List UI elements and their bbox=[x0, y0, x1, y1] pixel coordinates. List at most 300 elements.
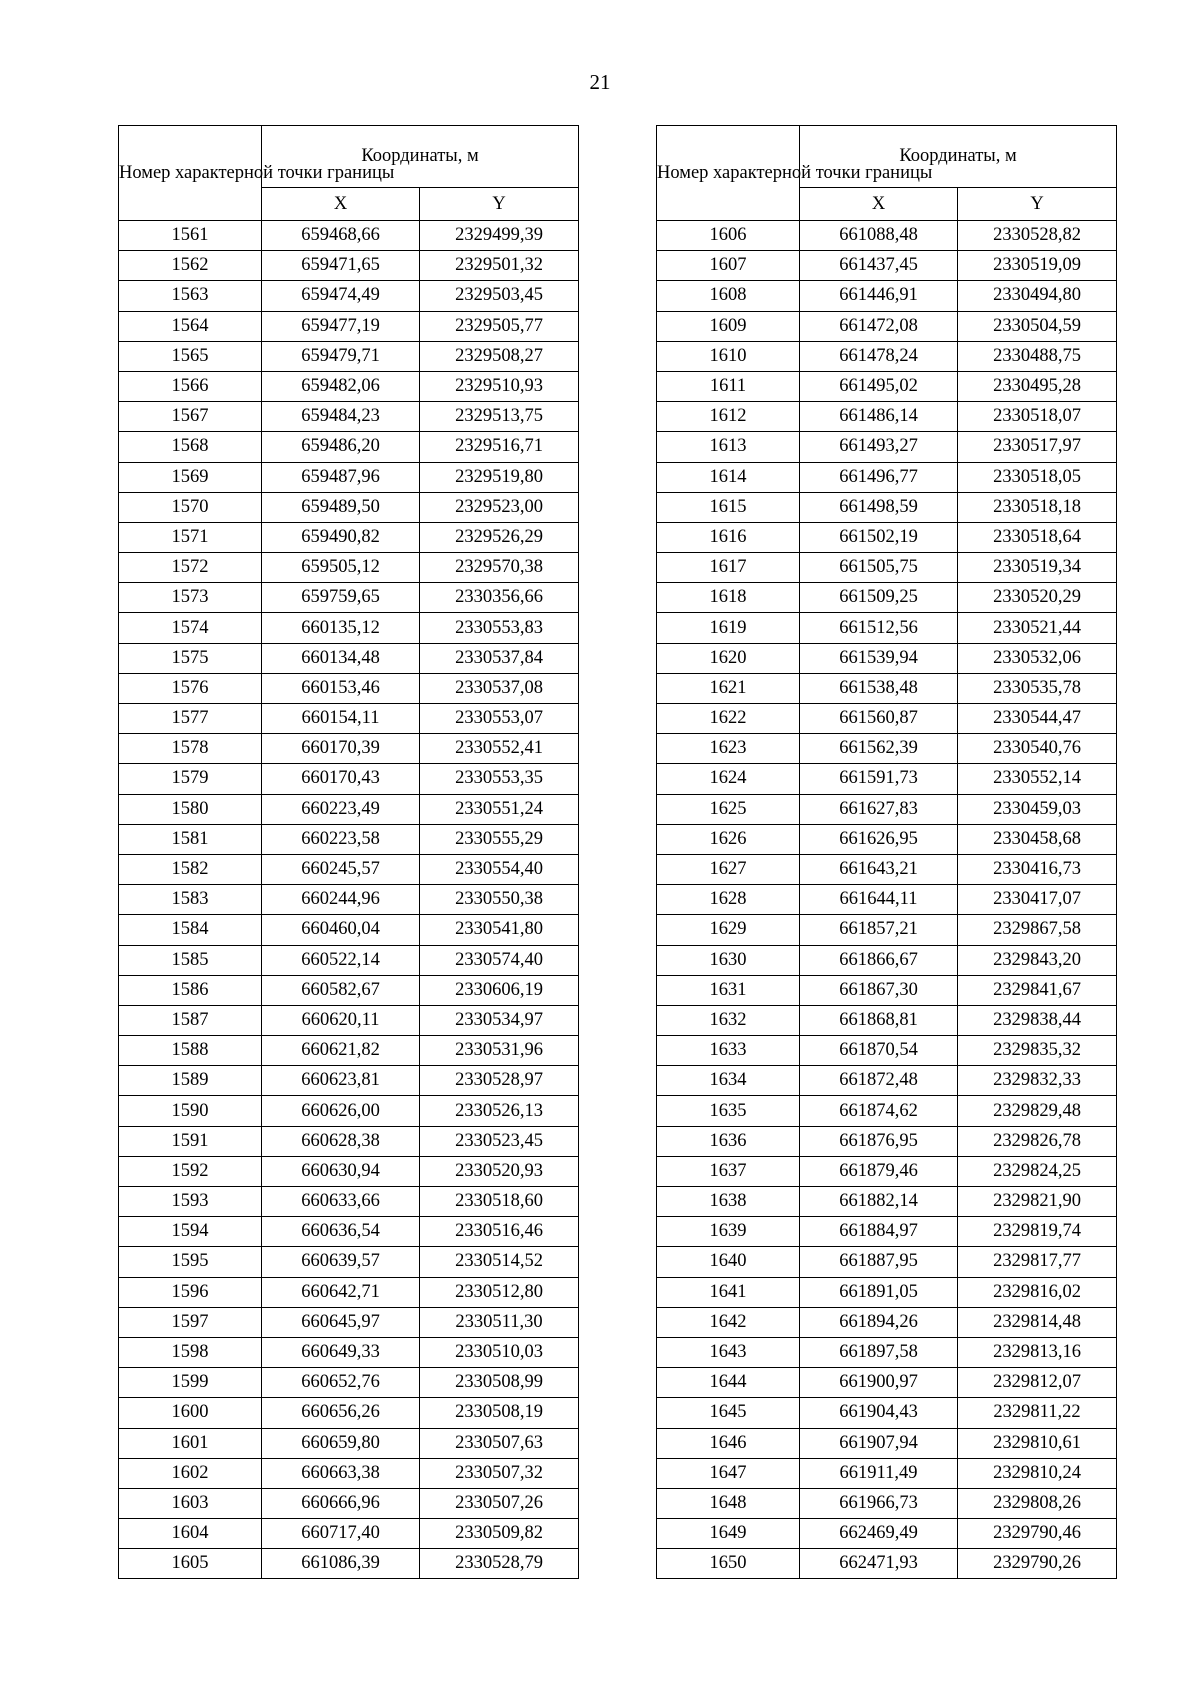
y-coordinate-cell: 2330554,40 bbox=[420, 854, 579, 884]
y-coordinate-cell: 2330458,68 bbox=[958, 824, 1117, 854]
table-row bbox=[657, 975, 1117, 1005]
table-row bbox=[119, 492, 579, 522]
x-coordinate-cell: 660134,48 bbox=[262, 643, 420, 673]
x-coordinate-cell: 661643,21 bbox=[800, 854, 958, 884]
point-number-cell: 1614 bbox=[657, 462, 800, 492]
point-number-cell: 1580 bbox=[119, 794, 262, 824]
point-number-cell: 1582 bbox=[119, 854, 262, 884]
x-coordinate-cell: 661884,97 bbox=[800, 1217, 958, 1247]
x-coordinate-cell: 659490,82 bbox=[262, 522, 420, 552]
point-number-cell: 1564 bbox=[119, 311, 262, 341]
y-coordinate-cell: 2330531,96 bbox=[420, 1036, 579, 1066]
point-number-cell: 1641 bbox=[657, 1277, 800, 1307]
table-row bbox=[119, 1398, 579, 1428]
point-number-cell: 1615 bbox=[657, 492, 800, 522]
point-number-cell: 1621 bbox=[657, 673, 800, 703]
y-coordinate-cell: 2330518,05 bbox=[958, 462, 1117, 492]
table-row bbox=[657, 371, 1117, 401]
header-y: Y bbox=[958, 188, 1117, 221]
point-number-cell: 1571 bbox=[119, 522, 262, 552]
table-row bbox=[657, 643, 1117, 673]
y-coordinate-cell: 2330519,09 bbox=[958, 251, 1117, 281]
header-x: X bbox=[262, 188, 420, 221]
table-row bbox=[119, 643, 579, 673]
table-row bbox=[119, 583, 579, 613]
y-coordinate-cell: 2330523,45 bbox=[420, 1126, 579, 1156]
x-coordinate-cell: 660623,81 bbox=[262, 1066, 420, 1096]
point-number-cell: 1618 bbox=[657, 583, 800, 613]
point-number-cell: 1596 bbox=[119, 1277, 262, 1307]
point-number-cell: 1585 bbox=[119, 945, 262, 975]
x-coordinate-cell: 660649,33 bbox=[262, 1337, 420, 1367]
y-coordinate-cell: 2330537,84 bbox=[420, 643, 579, 673]
point-number-cell: 1636 bbox=[657, 1126, 800, 1156]
table-row bbox=[119, 734, 579, 764]
y-coordinate-cell: 2329829,48 bbox=[958, 1096, 1117, 1126]
y-coordinate-cell: 2329824,25 bbox=[958, 1156, 1117, 1186]
table-row bbox=[657, 1428, 1117, 1458]
y-coordinate-cell: 2330494,80 bbox=[958, 281, 1117, 311]
point-number-cell: 1604 bbox=[119, 1519, 262, 1549]
table-row bbox=[119, 1005, 579, 1035]
y-coordinate-cell: 2330514,52 bbox=[420, 1247, 579, 1277]
x-coordinate-cell: 659471,65 bbox=[262, 251, 420, 281]
x-coordinate-cell: 661911,49 bbox=[800, 1458, 958, 1488]
x-coordinate-cell: 659477,19 bbox=[262, 311, 420, 341]
point-number-cell: 1597 bbox=[119, 1307, 262, 1337]
table-row bbox=[119, 1277, 579, 1307]
x-coordinate-cell: 661876,95 bbox=[800, 1126, 958, 1156]
y-coordinate-cell: 2330507,63 bbox=[420, 1428, 579, 1458]
x-coordinate-cell: 660636,54 bbox=[262, 1217, 420, 1247]
x-coordinate-cell: 661088,48 bbox=[800, 221, 958, 251]
x-coordinate-cell: 660717,40 bbox=[262, 1519, 420, 1549]
point-number-cell: 1563 bbox=[119, 281, 262, 311]
point-number-cell: 1569 bbox=[119, 462, 262, 492]
y-coordinate-cell: 2329817,77 bbox=[958, 1247, 1117, 1277]
table-row bbox=[119, 613, 579, 643]
header-point-number: Номер характерной точки границы bbox=[657, 126, 800, 221]
y-coordinate-cell: 2330512,80 bbox=[420, 1277, 579, 1307]
x-coordinate-cell: 660659,80 bbox=[262, 1428, 420, 1458]
table-row bbox=[119, 885, 579, 915]
point-number-cell: 1644 bbox=[657, 1368, 800, 1398]
table-row bbox=[119, 794, 579, 824]
y-coordinate-cell: 2330518,07 bbox=[958, 402, 1117, 432]
y-coordinate-cell: 2330550,38 bbox=[420, 885, 579, 915]
x-coordinate-cell: 660642,71 bbox=[262, 1277, 420, 1307]
point-number-cell: 1575 bbox=[119, 643, 262, 673]
point-number-cell: 1590 bbox=[119, 1096, 262, 1126]
x-coordinate-cell: 661486,14 bbox=[800, 402, 958, 432]
x-coordinate-cell: 660522,14 bbox=[262, 945, 420, 975]
y-coordinate-cell: 2329526,29 bbox=[420, 522, 579, 552]
y-coordinate-cell: 2330356,66 bbox=[420, 583, 579, 613]
point-number-cell: 1612 bbox=[657, 402, 800, 432]
table-row bbox=[657, 1005, 1117, 1035]
x-coordinate-cell: 661887,95 bbox=[800, 1247, 958, 1277]
point-number-cell: 1601 bbox=[119, 1428, 262, 1458]
point-number-cell: 1649 bbox=[657, 1519, 800, 1549]
point-number-cell: 1635 bbox=[657, 1096, 800, 1126]
table-row bbox=[657, 492, 1117, 522]
table-row bbox=[119, 854, 579, 884]
table-row bbox=[657, 402, 1117, 432]
point-number-cell: 1591 bbox=[119, 1126, 262, 1156]
x-coordinate-cell: 660135,12 bbox=[262, 613, 420, 643]
table-row bbox=[657, 1187, 1117, 1217]
point-number-cell: 1616 bbox=[657, 522, 800, 552]
y-coordinate-cell: 2329501,32 bbox=[420, 251, 579, 281]
x-coordinate-cell: 661509,25 bbox=[800, 583, 958, 613]
y-coordinate-cell: 2330509,82 bbox=[420, 1519, 579, 1549]
y-coordinate-cell: 2329508,27 bbox=[420, 341, 579, 371]
y-coordinate-cell: 2330552,41 bbox=[420, 734, 579, 764]
x-coordinate-cell: 660626,00 bbox=[262, 1096, 420, 1126]
table-row bbox=[657, 1036, 1117, 1066]
table-row bbox=[657, 1156, 1117, 1186]
table-row bbox=[657, 1247, 1117, 1277]
table-row bbox=[119, 402, 579, 432]
y-coordinate-cell: 2329843,20 bbox=[958, 945, 1117, 975]
table-row bbox=[657, 854, 1117, 884]
x-coordinate-cell: 660154,11 bbox=[262, 704, 420, 734]
y-coordinate-cell: 2330540,76 bbox=[958, 734, 1117, 764]
table-row bbox=[119, 1066, 579, 1096]
y-coordinate-cell: 2329790,46 bbox=[958, 1519, 1117, 1549]
y-coordinate-cell: 2330459,03 bbox=[958, 794, 1117, 824]
x-coordinate-cell: 660460,04 bbox=[262, 915, 420, 945]
y-coordinate-cell: 2329819,74 bbox=[958, 1217, 1117, 1247]
point-number-cell: 1603 bbox=[119, 1488, 262, 1518]
point-number-cell: 1622 bbox=[657, 704, 800, 734]
y-coordinate-cell: 2330417,07 bbox=[958, 885, 1117, 915]
y-coordinate-cell: 2330507,26 bbox=[420, 1488, 579, 1518]
x-coordinate-cell: 659759,65 bbox=[262, 583, 420, 613]
x-coordinate-cell: 661897,58 bbox=[800, 1337, 958, 1367]
table-row bbox=[119, 1458, 579, 1488]
table-row bbox=[119, 824, 579, 854]
table-row bbox=[119, 764, 579, 794]
x-coordinate-cell: 661882,14 bbox=[800, 1187, 958, 1217]
y-coordinate-cell: 2329810,61 bbox=[958, 1428, 1117, 1458]
point-number-cell: 1640 bbox=[657, 1247, 800, 1277]
table-body-left bbox=[119, 221, 579, 1579]
table-row bbox=[657, 1096, 1117, 1126]
x-coordinate-cell: 661539,94 bbox=[800, 643, 958, 673]
point-number-cell: 1606 bbox=[657, 221, 800, 251]
table-row bbox=[119, 311, 579, 341]
x-coordinate-cell: 660170,43 bbox=[262, 764, 420, 794]
table-row bbox=[119, 281, 579, 311]
table-row bbox=[657, 462, 1117, 492]
table-row bbox=[657, 1549, 1117, 1579]
point-number-cell: 1613 bbox=[657, 432, 800, 462]
table-row bbox=[657, 613, 1117, 643]
y-coordinate-cell: 2329821,90 bbox=[958, 1187, 1117, 1217]
point-number-cell: 1639 bbox=[657, 1217, 800, 1247]
point-number-cell: 1570 bbox=[119, 492, 262, 522]
y-coordinate-cell: 2330537,08 bbox=[420, 673, 579, 703]
point-number-cell: 1561 bbox=[119, 221, 262, 251]
x-coordinate-cell: 660633,66 bbox=[262, 1187, 420, 1217]
point-number-cell: 1588 bbox=[119, 1036, 262, 1066]
header-point-number: Номер характерной точки границы bbox=[119, 126, 262, 221]
x-coordinate-cell: 659487,96 bbox=[262, 462, 420, 492]
y-coordinate-cell: 2329810,24 bbox=[958, 1458, 1117, 1488]
y-coordinate-cell: 2330488,75 bbox=[958, 341, 1117, 371]
point-number-cell: 1577 bbox=[119, 704, 262, 734]
x-coordinate-cell: 659505,12 bbox=[262, 553, 420, 583]
x-coordinate-cell: 660620,11 bbox=[262, 1005, 420, 1035]
coordinates-table-left bbox=[118, 125, 579, 1579]
y-coordinate-cell: 2330526,13 bbox=[420, 1096, 579, 1126]
table-row bbox=[119, 553, 579, 583]
point-number-cell: 1626 bbox=[657, 824, 800, 854]
y-coordinate-cell: 2330416,73 bbox=[958, 854, 1117, 884]
x-coordinate-cell: 660666,96 bbox=[262, 1488, 420, 1518]
table-row bbox=[119, 1337, 579, 1367]
x-coordinate-cell: 661493,27 bbox=[800, 432, 958, 462]
y-coordinate-cell: 2329811,22 bbox=[958, 1398, 1117, 1428]
table-row bbox=[657, 1066, 1117, 1096]
y-coordinate-cell: 2329503,45 bbox=[420, 281, 579, 311]
point-number-cell: 1610 bbox=[657, 341, 800, 371]
point-number-cell: 1573 bbox=[119, 583, 262, 613]
x-coordinate-cell: 660582,67 bbox=[262, 975, 420, 1005]
y-coordinate-cell: 2330551,24 bbox=[420, 794, 579, 824]
x-coordinate-cell: 661591,73 bbox=[800, 764, 958, 794]
point-number-cell: 1594 bbox=[119, 1217, 262, 1247]
point-number-cell: 1647 bbox=[657, 1458, 800, 1488]
x-coordinate-cell: 660153,46 bbox=[262, 673, 420, 703]
x-coordinate-cell: 661866,67 bbox=[800, 945, 958, 975]
x-coordinate-cell: 661872,48 bbox=[800, 1066, 958, 1096]
x-coordinate-cell: 661562,39 bbox=[800, 734, 958, 764]
table-row bbox=[119, 915, 579, 945]
point-number-cell: 1643 bbox=[657, 1337, 800, 1367]
x-coordinate-cell: 660663,38 bbox=[262, 1458, 420, 1488]
y-coordinate-cell: 2330528,82 bbox=[958, 221, 1117, 251]
x-coordinate-cell: 660170,39 bbox=[262, 734, 420, 764]
x-coordinate-cell: 660639,57 bbox=[262, 1247, 420, 1277]
table-row bbox=[657, 824, 1117, 854]
x-coordinate-cell: 661505,75 bbox=[800, 553, 958, 583]
y-coordinate-cell: 2329790,26 bbox=[958, 1549, 1117, 1579]
table-row bbox=[657, 1368, 1117, 1398]
point-number-cell: 1619 bbox=[657, 613, 800, 643]
table-row bbox=[119, 1096, 579, 1126]
point-number-cell: 1599 bbox=[119, 1368, 262, 1398]
x-coordinate-cell: 659489,50 bbox=[262, 492, 420, 522]
point-number-cell: 1578 bbox=[119, 734, 262, 764]
x-coordinate-cell: 661626,95 bbox=[800, 824, 958, 854]
y-coordinate-cell: 2329808,26 bbox=[958, 1488, 1117, 1518]
x-coordinate-cell: 661879,46 bbox=[800, 1156, 958, 1186]
y-coordinate-cell: 2329813,16 bbox=[958, 1337, 1117, 1367]
y-coordinate-cell: 2330541,80 bbox=[420, 915, 579, 945]
y-coordinate-cell: 2329516,71 bbox=[420, 432, 579, 462]
y-coordinate-cell: 2329812,07 bbox=[958, 1368, 1117, 1398]
table-row bbox=[119, 1247, 579, 1277]
table-row bbox=[657, 734, 1117, 764]
table-row bbox=[119, 371, 579, 401]
table-row bbox=[119, 1187, 579, 1217]
point-number-cell: 1595 bbox=[119, 1247, 262, 1277]
x-coordinate-cell: 660621,82 bbox=[262, 1036, 420, 1066]
table-body-right bbox=[657, 221, 1117, 1579]
point-number-cell: 1607 bbox=[657, 251, 800, 281]
y-coordinate-cell: 2330552,14 bbox=[958, 764, 1117, 794]
table-row bbox=[119, 673, 579, 703]
point-number-cell: 1589 bbox=[119, 1066, 262, 1096]
x-coordinate-cell: 661498,59 bbox=[800, 492, 958, 522]
x-coordinate-cell: 661874,62 bbox=[800, 1096, 958, 1126]
y-coordinate-cell: 2330518,64 bbox=[958, 522, 1117, 552]
point-number-cell: 1583 bbox=[119, 885, 262, 915]
x-coordinate-cell: 660656,26 bbox=[262, 1398, 420, 1428]
y-coordinate-cell: 2330508,19 bbox=[420, 1398, 579, 1428]
point-number-cell: 1632 bbox=[657, 1005, 800, 1035]
point-number-cell: 1587 bbox=[119, 1005, 262, 1035]
coordinates-table-right bbox=[656, 125, 1117, 1579]
header-coordinates: Координаты, м bbox=[800, 126, 1117, 188]
table-row bbox=[657, 1398, 1117, 1428]
x-coordinate-cell: 661512,56 bbox=[800, 613, 958, 643]
y-coordinate-cell: 2329499,39 bbox=[420, 221, 579, 251]
table-row bbox=[119, 704, 579, 734]
x-coordinate-cell: 661627,83 bbox=[800, 794, 958, 824]
point-number-cell: 1631 bbox=[657, 975, 800, 1005]
table-row bbox=[657, 341, 1117, 371]
table-row bbox=[657, 221, 1117, 251]
x-coordinate-cell: 661966,73 bbox=[800, 1488, 958, 1518]
y-coordinate-cell: 2329505,77 bbox=[420, 311, 579, 341]
table-row bbox=[657, 1126, 1117, 1156]
y-coordinate-cell: 2330521,44 bbox=[958, 613, 1117, 643]
table-row bbox=[657, 1277, 1117, 1307]
table-row bbox=[657, 1217, 1117, 1247]
y-coordinate-cell: 2330520,29 bbox=[958, 583, 1117, 613]
header-x: X bbox=[800, 188, 958, 221]
x-coordinate-cell: 661496,77 bbox=[800, 462, 958, 492]
table-row bbox=[119, 1307, 579, 1337]
table-row bbox=[657, 704, 1117, 734]
x-coordinate-cell: 662471,93 bbox=[800, 1549, 958, 1579]
x-coordinate-cell: 661900,97 bbox=[800, 1368, 958, 1398]
y-coordinate-cell: 2329841,67 bbox=[958, 975, 1117, 1005]
table-row bbox=[657, 1519, 1117, 1549]
table-row bbox=[119, 221, 579, 251]
x-coordinate-cell: 659474,49 bbox=[262, 281, 420, 311]
y-coordinate-cell: 2330519,34 bbox=[958, 553, 1117, 583]
table-row bbox=[119, 341, 579, 371]
table-row bbox=[119, 1368, 579, 1398]
x-coordinate-cell: 659479,71 bbox=[262, 341, 420, 371]
point-number-cell: 1581 bbox=[119, 824, 262, 854]
table-row bbox=[119, 975, 579, 1005]
x-coordinate-cell: 660244,96 bbox=[262, 885, 420, 915]
y-coordinate-cell: 2329826,78 bbox=[958, 1126, 1117, 1156]
y-coordinate-cell: 2330555,29 bbox=[420, 824, 579, 854]
point-number-cell: 1633 bbox=[657, 1036, 800, 1066]
point-number-cell: 1611 bbox=[657, 371, 800, 401]
point-number-cell: 1572 bbox=[119, 553, 262, 583]
header-coordinates: Координаты, м bbox=[262, 126, 579, 188]
point-number-cell: 1634 bbox=[657, 1066, 800, 1096]
x-coordinate-cell: 661904,43 bbox=[800, 1398, 958, 1428]
table-row bbox=[119, 1549, 579, 1579]
point-number-cell: 1602 bbox=[119, 1458, 262, 1488]
point-number-cell: 1648 bbox=[657, 1488, 800, 1518]
x-coordinate-cell: 661086,39 bbox=[262, 1549, 420, 1579]
y-coordinate-cell: 2329519,80 bbox=[420, 462, 579, 492]
point-number-cell: 1608 bbox=[657, 281, 800, 311]
point-number-cell: 1565 bbox=[119, 341, 262, 371]
table-row bbox=[119, 1126, 579, 1156]
table-row bbox=[657, 281, 1117, 311]
point-number-cell: 1630 bbox=[657, 945, 800, 975]
y-coordinate-cell: 2330511,30 bbox=[420, 1307, 579, 1337]
point-number-cell: 1609 bbox=[657, 311, 800, 341]
table-row bbox=[657, 673, 1117, 703]
y-coordinate-cell: 2329816,02 bbox=[958, 1277, 1117, 1307]
x-coordinate-cell: 662469,49 bbox=[800, 1519, 958, 1549]
x-coordinate-cell: 661857,21 bbox=[800, 915, 958, 945]
table-row bbox=[119, 432, 579, 462]
y-coordinate-cell: 2330518,18 bbox=[958, 492, 1117, 522]
point-number-cell: 1620 bbox=[657, 643, 800, 673]
y-coordinate-cell: 2330504,59 bbox=[958, 311, 1117, 341]
y-coordinate-cell: 2330528,79 bbox=[420, 1549, 579, 1579]
table-row bbox=[119, 945, 579, 975]
point-number-cell: 1623 bbox=[657, 734, 800, 764]
x-coordinate-cell: 660245,57 bbox=[262, 854, 420, 884]
y-coordinate-cell: 2330520,93 bbox=[420, 1156, 579, 1186]
table-row bbox=[657, 915, 1117, 945]
x-coordinate-cell: 661446,91 bbox=[800, 281, 958, 311]
point-number-cell: 1562 bbox=[119, 251, 262, 281]
y-coordinate-cell: 2330535,78 bbox=[958, 673, 1117, 703]
x-coordinate-cell: 661870,54 bbox=[800, 1036, 958, 1066]
table-row bbox=[119, 1217, 579, 1247]
y-coordinate-cell: 2330516,46 bbox=[420, 1217, 579, 1247]
x-coordinate-cell: 661907,94 bbox=[800, 1428, 958, 1458]
y-coordinate-cell: 2330495,28 bbox=[958, 371, 1117, 401]
x-coordinate-cell: 659486,20 bbox=[262, 432, 420, 462]
x-coordinate-cell: 660223,49 bbox=[262, 794, 420, 824]
point-number-cell: 1624 bbox=[657, 764, 800, 794]
x-coordinate-cell: 661538,48 bbox=[800, 673, 958, 703]
y-coordinate-cell: 2330553,07 bbox=[420, 704, 579, 734]
x-coordinate-cell: 661502,19 bbox=[800, 522, 958, 552]
table-row bbox=[657, 1488, 1117, 1518]
table-row bbox=[657, 311, 1117, 341]
point-number-cell: 1642 bbox=[657, 1307, 800, 1337]
y-coordinate-cell: 2330553,35 bbox=[420, 764, 579, 794]
point-number-cell: 1584 bbox=[119, 915, 262, 945]
point-number-cell: 1617 bbox=[657, 553, 800, 583]
table-row bbox=[119, 1519, 579, 1549]
y-coordinate-cell: 2330507,32 bbox=[420, 1458, 579, 1488]
point-number-cell: 1568 bbox=[119, 432, 262, 462]
y-coordinate-cell: 2330553,83 bbox=[420, 613, 579, 643]
x-coordinate-cell: 661495,02 bbox=[800, 371, 958, 401]
table-row bbox=[657, 251, 1117, 281]
x-coordinate-cell: 661478,24 bbox=[800, 341, 958, 371]
x-coordinate-cell: 660223,58 bbox=[262, 824, 420, 854]
point-number-cell: 1598 bbox=[119, 1337, 262, 1367]
